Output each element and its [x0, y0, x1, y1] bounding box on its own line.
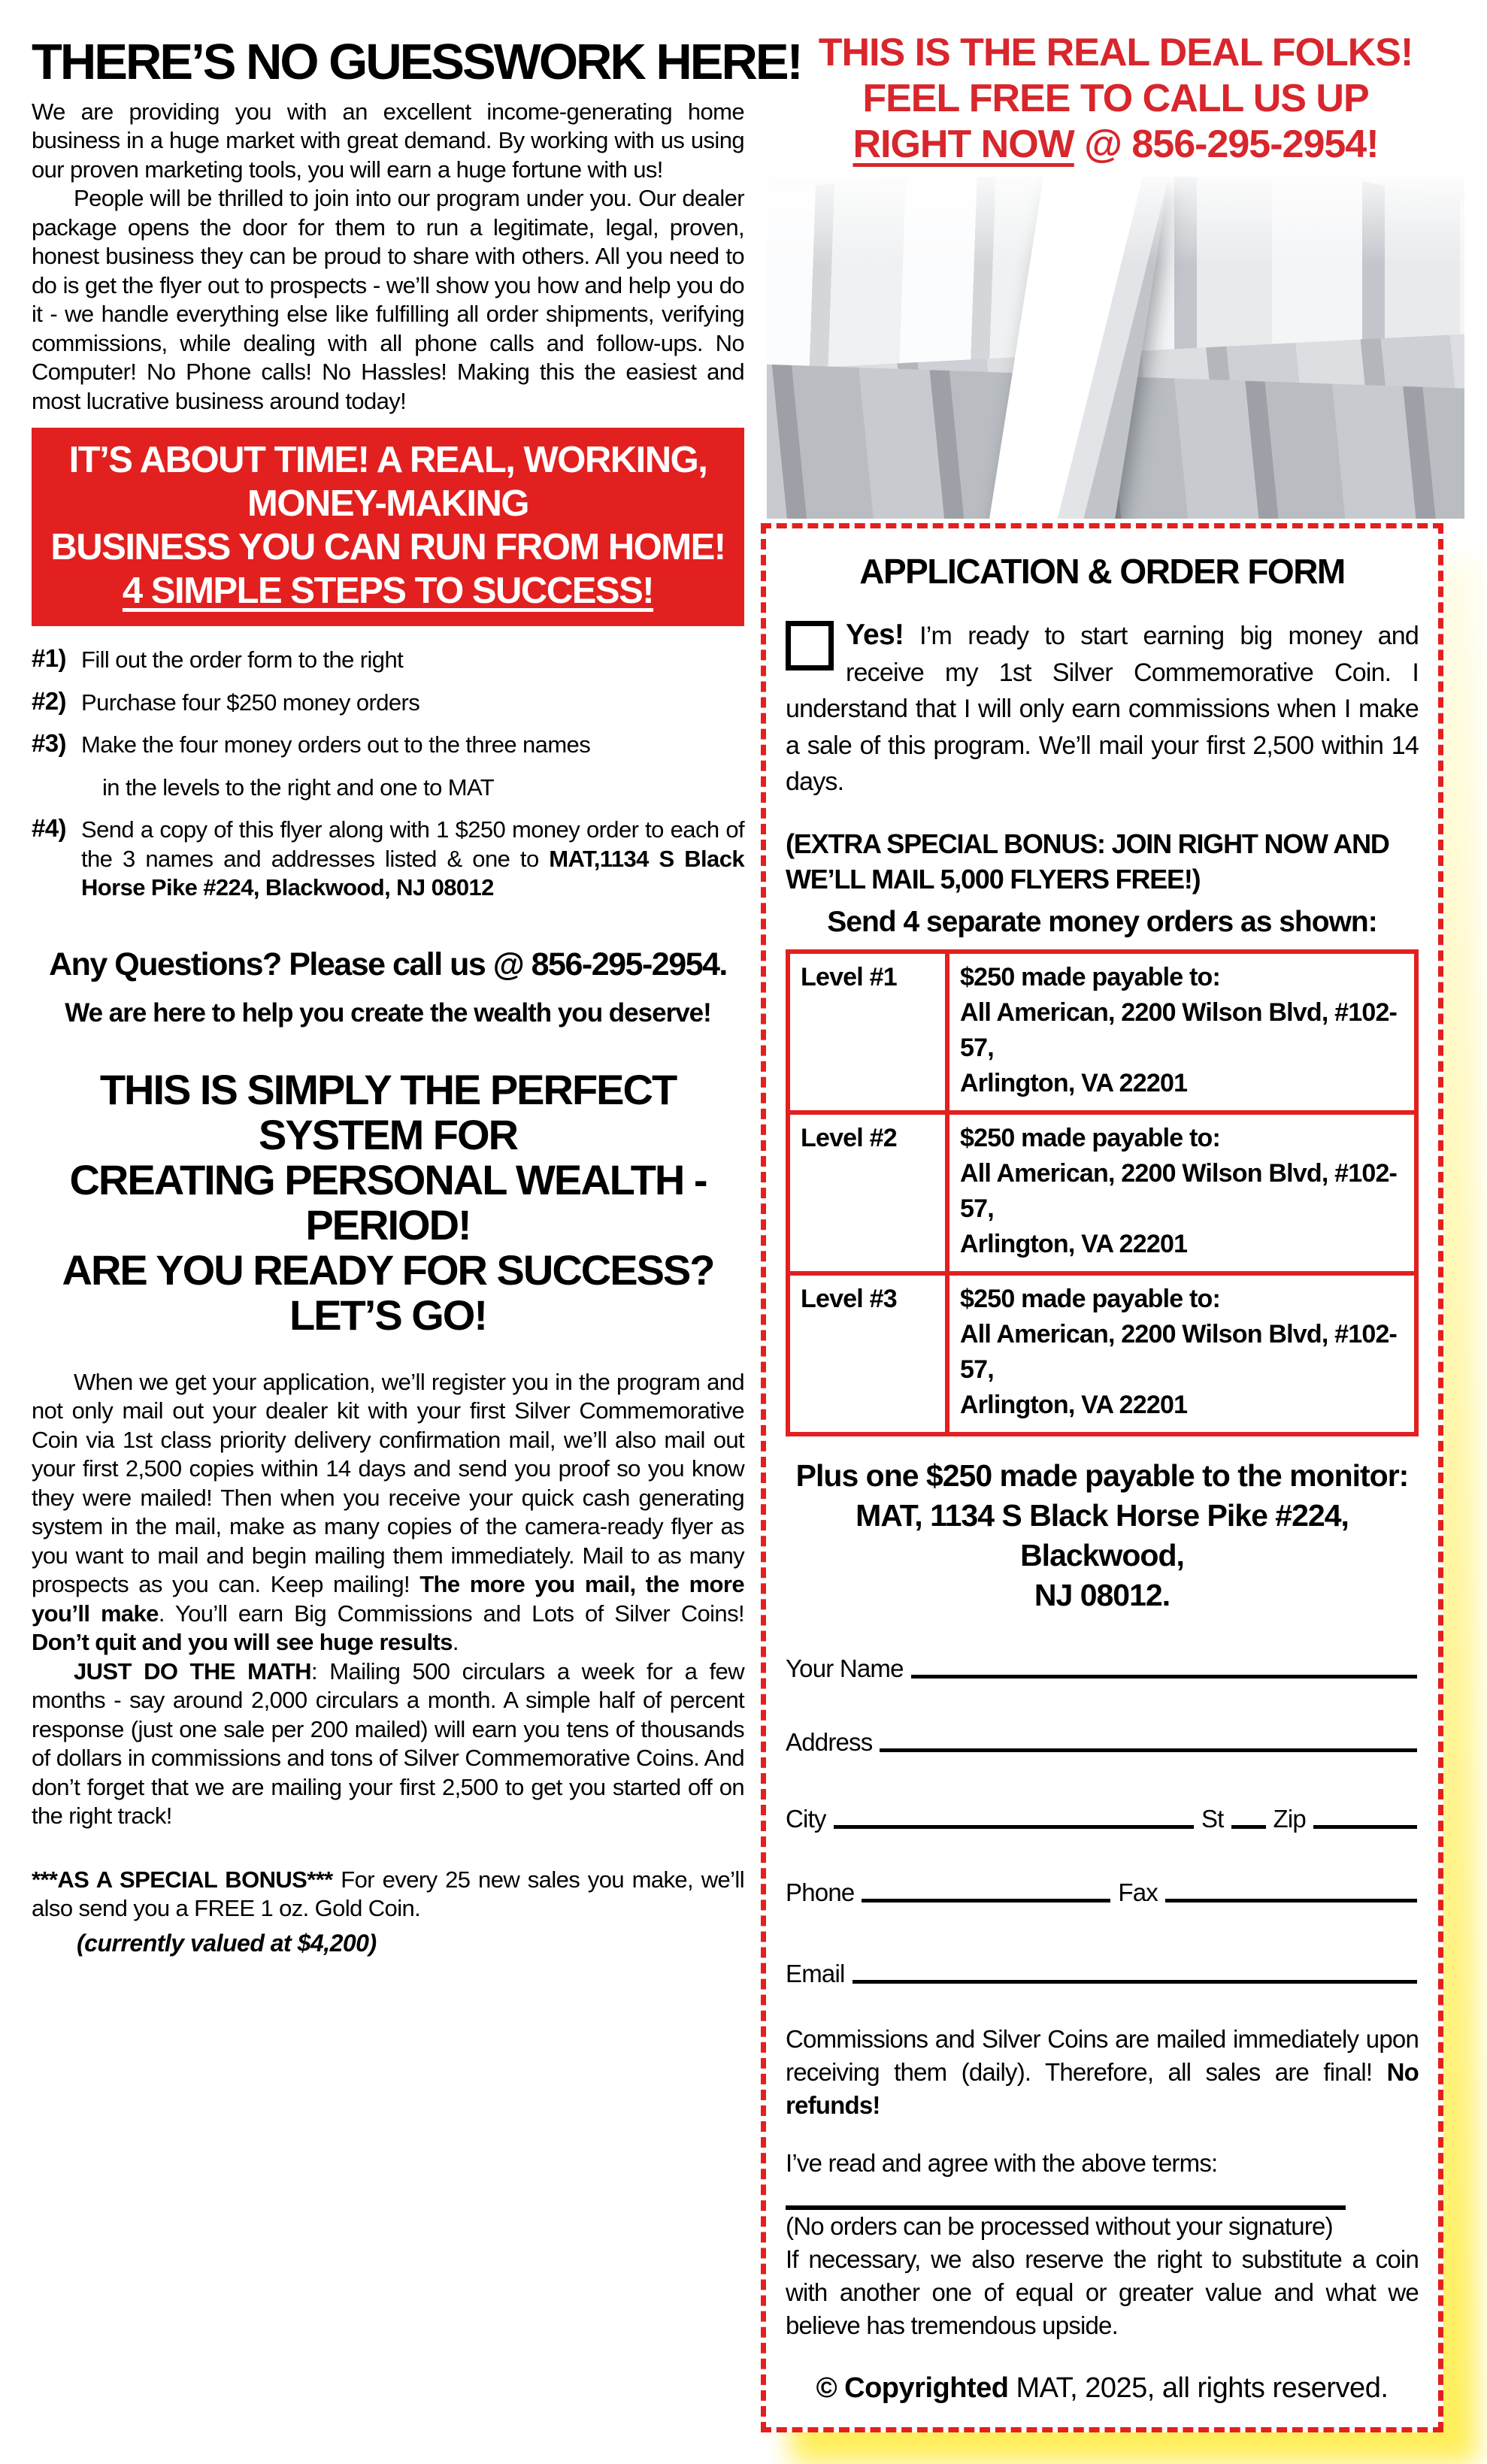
bonus-bold: ***AS A SPECIAL BONUS*** [32, 1866, 333, 1893]
no-refunds-bold: No refunds! [786, 2057, 1419, 2119]
signature-line[interactable] [786, 2180, 1346, 2210]
address-input-line[interactable] [880, 1742, 1417, 1752]
banner-line-1: IT’S ABOUT TIME! A REAL, WORKING, MONEY-MAKING [68, 440, 707, 525]
right-now-underlined: RIGHT NOW [853, 123, 1074, 166]
level-2-line-3: Arlington, VA 22201 [960, 1229, 1188, 1258]
banner-line-2: BUSINESS YOU CAN RUN FROM HOME! [50, 527, 725, 568]
step-2-number: #2) [32, 686, 66, 715]
level-1-payable [947, 952, 1416, 1112]
step-2-text: Purchase four $250 money orders [81, 689, 420, 716]
fax-input-line[interactable] [1165, 1893, 1417, 1902]
r-head-line-2: FEEL FREE TO CALL US UP [862, 77, 1369, 120]
level-1-line-1: $250 made payable to: [960, 962, 1221, 991]
level-1-line-3: Arlington, VA 22201 [960, 1068, 1188, 1097]
substitute-paragraph: If necessary, we also reserve the right to substitute a coin with another one of equal or greater value and what we believe has tremendous upside. [786, 2245, 1419, 2339]
step-3-text: Make the four money orders out to the three names [81, 731, 591, 758]
level-2-payable [947, 1112, 1416, 1273]
bonus-text: For every 25 new sales you make, we’ll also send you a FREE 1 oz. Gold Coin. [32, 1866, 745, 1922]
bonus-value-note: (currently valued at $4,200) [77, 1929, 377, 1957]
level-3-line-3: Arlington, VA 22201 [960, 1390, 1188, 1419]
yes-paragraph [786, 617, 1419, 801]
terms-paragraph [786, 2023, 1419, 2122]
para3-text-3: . [452, 1629, 459, 1656]
headline2-line-1: THIS IS SIMPLY THE PERFECT SYSTEM FOR [99, 1065, 677, 1158]
r-head-phone: @ 856-295-2954! [1074, 123, 1379, 166]
zip-label: Zip [1273, 1804, 1306, 1833]
level-3-line-1: $250 made payable to: [960, 1284, 1221, 1313]
perfect-system-headline [32, 1067, 744, 1338]
para3-bold-2: Don’t quit and you will see huge results [32, 1629, 453, 1656]
extra-bonus-line: (EXTRA SPECIAL BONUS: JOIN RIGHT NOW AND WE’LL MAIL 5,000 FLYERS FREE!) [786, 828, 1389, 894]
address-label: Address [786, 1727, 873, 1756]
step-4-number: #4) [32, 814, 66, 843]
copyright-bold: © Copyrighted [816, 2372, 1009, 2404]
intro-paragraph: We are providing you with an excellent income-generating home business in a huge market with great demand. By working with us using our proven marketing tools, you will earn a huge fortune with us! [32, 98, 744, 183]
real-deal-headline [761, 30, 1470, 168]
r-head-line-1: THIS IS THE REAL DEAL FOLKS! [818, 31, 1413, 74]
step-4-address: MAT,1134 S Black Horse Pike #224, Blackwood, NJ 08012 [81, 845, 744, 901]
field-row-address [786, 1728, 1419, 1757]
field-row-name [786, 1654, 1419, 1683]
silver-bars-photo [767, 177, 1464, 519]
level-3-line-2: All American, 2200 Wilson Blvd, #102-57, [960, 1319, 1398, 1384]
yes-bold: Yes! [846, 619, 904, 651]
table-row [788, 1273, 1416, 1434]
step-1-text: Fill out the order form to the right [81, 646, 404, 674]
field-row-email [786, 1960, 1419, 1988]
monitor-line-1: Plus one $250 made payable to the monitor: [795, 1458, 1409, 1493]
monitor-line-3: NJ 08012. [1034, 1577, 1171, 1612]
field-row-city [786, 1805, 1419, 1833]
math-paragraph [32, 1657, 744, 1831]
level-2-line-2: All American, 2200 Wilson Blvd, #102-57, [960, 1158, 1398, 1223]
monitor-line-2: MAT, 1134 S Black Horse Pike #224, Blackwood, [856, 1497, 1349, 1573]
email-input-line[interactable] [853, 1974, 1417, 1984]
para4-text: : Mailing 500 circulars a week for a few months - say around 2,000 circulars a month. A simple half of percent response (just one sale per 200 mailed) will earn you tens of thousands of dollars in commissions and tons of Silver Commemorative Coins. And don’t forget that we are mailing your first 2,500 to get you started off on the right track! [32, 1657, 744, 1830]
level-3-label: Level #3 [788, 1273, 947, 1434]
monitor-payable [786, 1456, 1419, 1615]
email-label: Email [786, 1959, 845, 1987]
level-2-label: Level #2 [788, 1112, 947, 1273]
step-3 [32, 731, 744, 802]
send-four-line: Send 4 separate money orders as shown: [827, 905, 1377, 938]
name-label: Your Name [786, 1654, 904, 1682]
application-paragraph [32, 1368, 744, 1657]
step-1 [32, 646, 744, 675]
name-input-line[interactable] [911, 1669, 1417, 1678]
fax-label: Fax [1118, 1878, 1158, 1906]
phone-label: Phone [786, 1878, 855, 1906]
step-3-number: #3) [32, 729, 66, 758]
para3-text-1: When we get your application, we’ll register you in the program and not only mail out your dealer kit with your first Silver Commemorative Coin via 1st class priority delivery confirmation mail, we’ll also mail out your first 2,500 copies within 14 days and send you proof so you know they were mailed! Then when you receive your quick cash generating system in the mail, make as many copies of the camera-ready flyer as you want to mail and begin mailing them immediately. Mail to as many prospects as you can. Keep mailing! [32, 1368, 744, 1598]
para3-bold-1: The more you mail, the more you’ll make [32, 1571, 745, 1627]
bonus-paragraph [32, 1866, 744, 1924]
red-banner [32, 428, 744, 626]
r-head-line-3 [761, 122, 1470, 168]
signature-note: (No orders can be processed without your signature) [786, 2211, 1333, 2240]
yes-checkbox[interactable] [786, 621, 834, 670]
level-2-line-1: $250 made payable to: [960, 1123, 1221, 1152]
city-label: City [786, 1804, 826, 1833]
zip-input-line[interactable] [1313, 1819, 1417, 1829]
state-input-line[interactable] [1231, 1819, 1266, 1829]
city-input-line[interactable] [834, 1819, 1194, 1829]
questions-line: Any Questions? Please call us @ 856-295-2954. [49, 946, 727, 982]
agree-line: I’ve read and agree with the above terms: [786, 2148, 1218, 2177]
photo-top-fade [767, 177, 1464, 519]
levels-table [786, 949, 1419, 1436]
para4-bold: JUST DO THE MATH [74, 1657, 311, 1685]
field-row-phone [786, 1878, 1419, 1907]
form-title: APPLICATION & ORDER FORM [859, 552, 1345, 591]
step-4 [32, 816, 744, 903]
copyright-line [786, 2372, 1419, 2405]
table-row [788, 952, 1416, 1112]
left-column [32, 34, 801, 1957]
phone-input-line[interactable] [862, 1893, 1110, 1902]
application-order-form [761, 523, 1443, 2432]
headline2-line-2: CREATING PERSONAL WEALTH - PERIOD! [69, 1155, 707, 1249]
level-1-label: Level #1 [788, 952, 947, 1112]
terms-text-1: Commissions and Silver Coins are mailed immediately upon receiving them (daily). Therefore, all sales are final! [786, 2024, 1419, 2086]
right-column [761, 30, 1470, 2432]
level-1-line-2: All American, 2200 Wilson Blvd, #102-57, [960, 997, 1398, 1062]
step-1-number: #1) [32, 644, 66, 673]
step-3-text-2: in the levels to the right and one to MAT [102, 773, 495, 801]
program-paragraph: People will be thrilled to join into our program under you. Our dealer package opens the door for them to run a legitimate, legal, proven, honest business they can be proud to share with others. All you need to do is get the flyer out to prospects - we’ll show you how and help you do it - we handle everything else like fulfilling all order shipments, verifying commissions, while dealing with all phone calls and follow-ups. No Computer! No Phone calls! No Hassles! Making this the easiest and most lucrative business around today! [32, 185, 744, 414]
level-3-payable [947, 1273, 1416, 1434]
para3-text-2: . You’ll earn Big Commissions and Lots of Silver Coins! [158, 1600, 744, 1627]
copyright-rest: MAT, 2025, all rights reserved. [1008, 2372, 1389, 2404]
order-form-wrapper [761, 523, 1443, 2432]
yes-text: I’m ready to start earning big money and receive my 1st Silver Commemorative Coin. I understand that I will only earn commissions when I make a sale of this program. We’ll mail your first 2,500 within 14 days. [786, 622, 1419, 796]
step-4-text: Send a copy of this flyer along with 1 $250 money order to each of the 3 names and addresses listed & one to [81, 816, 744, 872]
step-2 [32, 686, 744, 718]
table-row [788, 1112, 1416, 1273]
main-headline: THERE’S NO GUESSWORK HERE! [32, 34, 801, 90]
steps-list [32, 646, 744, 903]
headline2-line-3: ARE YOU READY FOR SUCCESS? LET’S GO! [62, 1246, 714, 1339]
help-line: We are here to help you create the wealth you deserve! [65, 997, 711, 1028]
banner-line-3: 4 SIMPLE STEPS TO SUCCESS! [122, 571, 654, 612]
state-label: St [1201, 1804, 1224, 1833]
